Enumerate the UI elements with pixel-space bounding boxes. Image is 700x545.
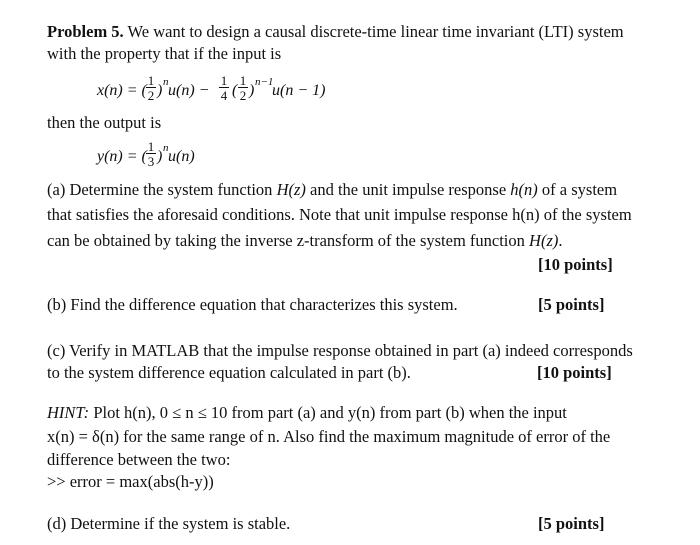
part-a-text-4: can be obtained by taking the inverse z-transform of the system function [47,231,530,250]
output-eq-frac: 1 3 [147,139,155,169]
problem-intro-text: We want to design a causal discrete-time linear time invariant (LTI) system [123,22,624,41]
part-a-Hz: H(z) [276,180,306,199]
part-a-text-5: . [558,231,563,250]
part-b-text: (b) Find the difference equation that characterizes this system. [47,295,458,314]
output-eq-term: u(n) [168,148,195,165]
output-eq-paren-close: ) [157,148,163,165]
part-c-points: [10 points] [537,363,612,382]
hint-line-1 [47,405,567,422]
output-eq-sup: n [163,142,169,154]
input-eq-frac-3: 1 2 [239,73,247,103]
part-d-text: (d) Determine if the system is stable. [47,514,291,533]
input-eq-paren-1: ) [157,82,163,99]
part-a-points: [10 points] [538,255,613,274]
input-eq-sup-1: n [163,76,169,88]
part-d-points: [5 points] [538,514,605,533]
hint-text-1: Plot h(n), 0 ≤ n ≤ 10 from part (a) and y(n) from part (b) when the input [89,403,567,422]
part-a-line-2: that satisfies the aforesaid conditions. Note that unit impulse response h(n) of the system [47,205,632,224]
problem-intro-line-2: with the property that if the input is [47,44,282,63]
input-eq-frac-2: 1 4 [220,73,228,103]
input-eq-term-1: u(n) − [168,82,210,99]
input-eq-sup-2: n−1 [255,76,274,88]
part-a-text-1: (a) Determine the system function [47,180,277,199]
part-c-line-2: to the system difference equation calculated in part (b). [47,363,411,382]
input-eq-term-2: u(n − 1) [272,82,326,99]
input-eq-frac-1: 1 2 [147,73,155,103]
problem-intro-line-1 [47,24,624,41]
input-eq-lhs: x(n) = ( [97,82,147,99]
part-a-Hz-2: H(z) [529,231,559,250]
hint-line-3: difference between the two: [47,450,231,469]
hint-line-2: x(n) = δ(n) for the same range of n. Also find the maximum magnitude of error of the [47,427,611,446]
hint-label: HINT: [47,403,90,422]
output-eq-lhs: y(n) = ( [97,148,147,165]
hint-matlab-command: >> error = max(abs(h-y)) [47,472,214,491]
part-a-hn: h(n) [510,180,538,199]
part-a-line-3 [47,233,562,250]
part-b-points: [5 points] [538,295,605,314]
part-c-line-1: (c) Verify in MATLAB that the impulse response obtained in part (a) indeed corresponds [47,341,633,360]
part-a-text-3: of a system [537,180,618,199]
problem-title: Problem 5. [47,22,124,41]
input-eq-paren-open: ( [232,82,238,99]
then-output-text: then the output is [47,113,162,132]
part-a-line-1 [47,182,617,199]
input-eq-paren-close: ) [249,82,255,99]
part-a-text-2: and the unit impulse response [305,180,511,199]
